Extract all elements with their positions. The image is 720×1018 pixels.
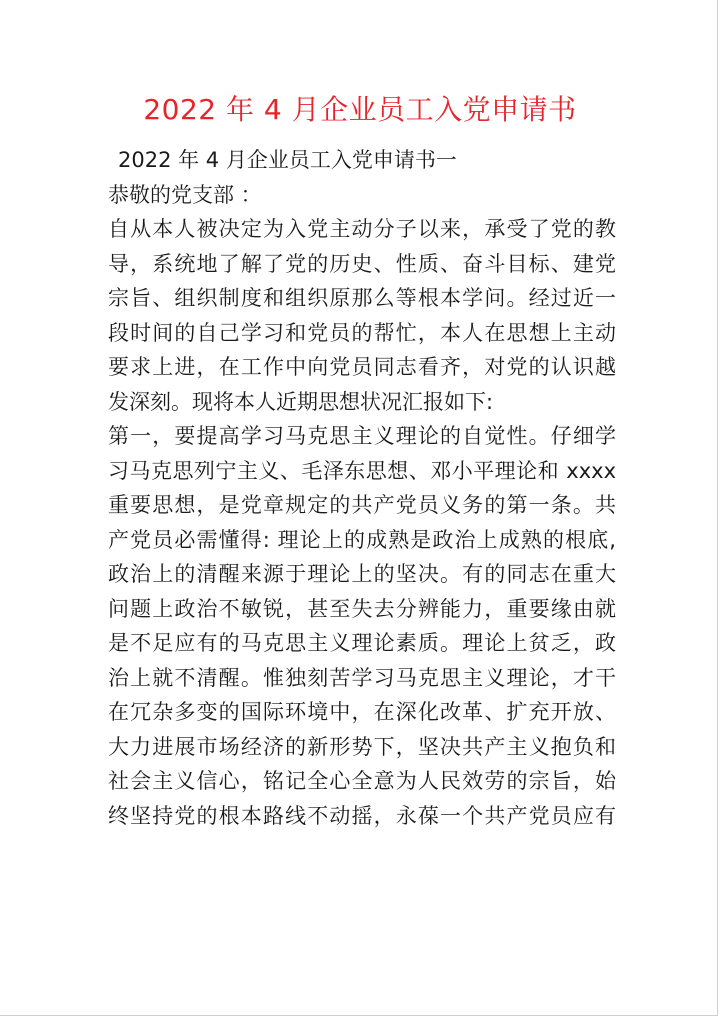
paragraph-line: 要求上进，在工作中向党员同志看齐，对党的认识越 — [108, 355, 616, 379]
paragraph-line: 第一，要提高学习马克思主义理论的自觉性。仔细学 — [108, 424, 616, 448]
paragraph-line: 重要思想，是党章规定的共产党员义务的第一条。共 — [108, 493, 616, 517]
paragraph-line: 导，系统地了解了党的历史、性质、奋斗目标、建党 — [108, 251, 616, 276]
paragraph-line: 问题上政治不敏锐，甚至失去分辨能力，重要缘由就 — [108, 596, 616, 621]
paragraph-line: 治上就不清醒。惟独刻苦学习马克思主义理论，才干 — [108, 665, 616, 690]
paragraph-line: 自从本人被决定为入党主动分子以来，承受了党的教 — [108, 217, 616, 241]
document-body — [108, 143, 616, 833]
paragraph-line: 习马克思列宁主义、毛泽东思想、邓小平理论和 xxxx — [108, 458, 616, 483]
paragraph-line: 政治上的清醒来源于理论上的坚决。有的同志在重大 — [108, 562, 616, 586]
paragraph-line: 终坚持党的根本路线不动摇，永葆一个共产党员应有 — [108, 803, 616, 828]
salutation-line: 恭敬的党支部 ： — [108, 182, 262, 207]
paragraph-line: 发深刻。现将本人近期思想状况汇报如下: — [108, 389, 494, 414]
paragraph-line: 段时间的自己学习和党员的帮忙，本人在思想上主动 — [108, 320, 616, 345]
paragraph-line: 大力进展市场经济的新形势下，坚决共产主义抱负和 — [108, 734, 616, 759]
paragraph-line: 社会主义信心，铭记全心全意为人民效劳的宗旨，始 — [108, 769, 616, 793]
paragraph-line: 在冗杂多变的国际环境中，在深化改革、扩充开放、 — [108, 700, 616, 724]
paragraph-line: 宗旨、组织制度和组织原那么等根本学问。经过近一 — [108, 286, 616, 310]
paragraph-line: 产党员必需懂得: 理论上的成熟是政治上成熟的根底, — [108, 527, 616, 552]
paragraph-line: 是不足应有的马克思主义理论素质。理论上贫乏，政 — [108, 631, 616, 655]
document-title: 2022 年 4 月企业员工入党申请书 — [143, 93, 577, 126]
subtitle-line: 2022 年 4 月企业员工入党申请书一 — [118, 148, 457, 172]
